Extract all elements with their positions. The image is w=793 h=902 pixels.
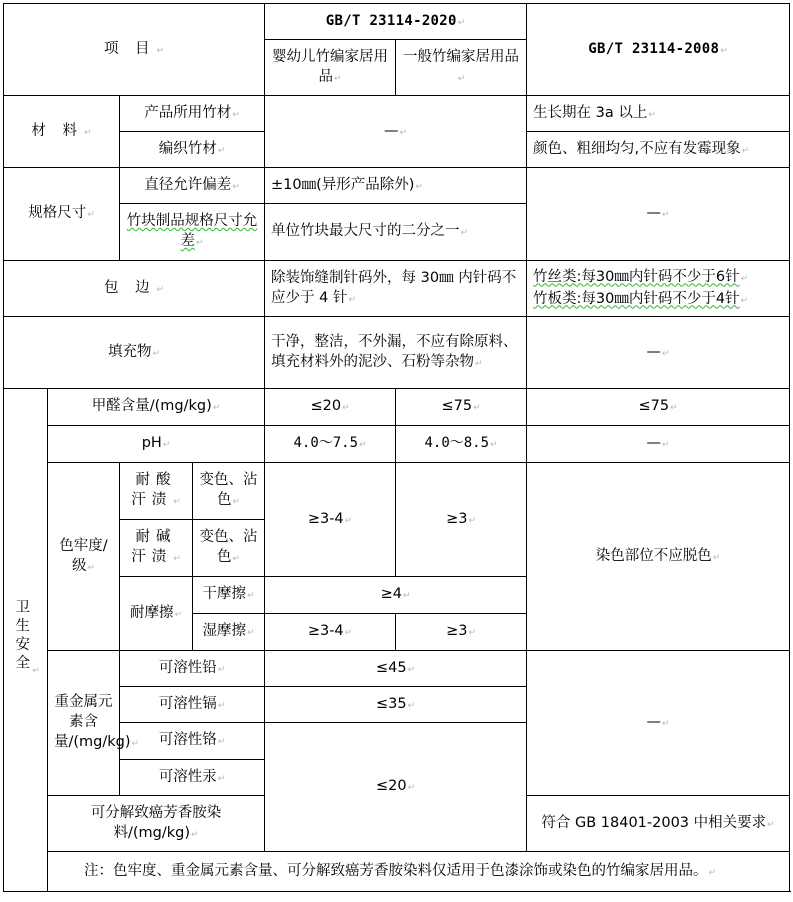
filling-2008: — — [646, 343, 662, 360]
header-infant-cell — [265, 40, 396, 96]
header-2008-cell — [527, 4, 790, 96]
size-2008-cell — [527, 168, 790, 261]
dry-value: ≥4 — [380, 586, 402, 602]
formaldehyde-cell — [48, 389, 265, 426]
perspiration-infant: ≥3-4 — [307, 510, 344, 527]
binding-2008-line2: 竹板类:每30㎜内针码不少于4针 — [533, 290, 740, 307]
header-item-cell — [4, 4, 265, 96]
ph-2008: — — [646, 435, 662, 451]
formaldehyde-2008: ≤75 — [638, 398, 670, 414]
cadmium-cell — [120, 687, 265, 723]
block-2020-cell — [265, 204, 527, 261]
fastness-label: 色牢度/级 — [59, 537, 108, 574]
azo-label: 可分解致癌芳香胺染料/(mg/kg) — [90, 804, 222, 841]
block-cell — [120, 204, 265, 261]
dry-label: 干摩擦 — [202, 586, 246, 602]
binding-2008-cell — [527, 261, 790, 317]
diameter-label: 直径允许偏差 — [144, 176, 232, 193]
product-bamboo-2008-cell — [527, 96, 790, 132]
binding-2020: 除装饰缝制针码外，每 30㎜ 内针码不应少于 4 针 — [271, 269, 517, 306]
alkali-cell — [120, 520, 193, 577]
lead-cell — [120, 651, 265, 687]
perspiration-infant-cell — [265, 463, 396, 577]
note-text: 注：色牢度、重金属元素含量、可分解致癌芳香胺染料仅适用于色漆涂饰或染色的竹编家居用品。 — [84, 862, 708, 879]
material-label-cell — [4, 96, 120, 168]
lead-value-cell — [265, 651, 527, 687]
perspiration-general: ≥3 — [446, 510, 468, 527]
header-infant: 婴幼儿竹编家居用品 — [272, 48, 389, 85]
block-label: 竹块制品规格尺寸允差 — [126, 213, 258, 249]
fastness-label-cell — [48, 463, 120, 651]
dry-cell — [193, 577, 265, 614]
product-bamboo-cell — [120, 96, 265, 132]
chromium-cell — [120, 723, 265, 760]
material-2020-value: — — [384, 122, 399, 139]
block-2020: 单位竹块最大尺寸的二分之一 — [271, 223, 460, 239]
ph-general: 4.0～8.5 — [424, 435, 490, 451]
heavy-metal-label-cell — [48, 651, 131, 796]
azo-2008-cell — [527, 796, 790, 852]
fastness-2008: 染色部位不应脱色 — [595, 547, 712, 564]
cadmium-value: ≤35 — [375, 695, 407, 712]
formaldehyde-2008-cell — [527, 389, 790, 426]
filling-label-cell — [4, 317, 265, 389]
cr-hg-azo-value-cell — [265, 723, 527, 852]
diameter-cell — [120, 168, 265, 204]
formaldehyde-infant: ≤20 — [310, 398, 342, 414]
cadmium-label: 可溶性镉 — [158, 695, 217, 712]
acid-label: 耐酸汗渍 — [131, 472, 177, 508]
filling-2020-cell — [265, 317, 527, 389]
ph-infant: 4.0～7.5 — [293, 435, 359, 451]
requirements-table — [3, 3, 790, 892]
wet-cell — [193, 614, 265, 651]
formaldehyde-general: ≤75 — [441, 398, 473, 414]
formaldehyde-label: 甲醛含量/(mg/kg) — [91, 398, 212, 414]
lead-label: 可溶性铅 — [158, 659, 217, 676]
diameter-2020-cell — [265, 168, 527, 204]
heavy-metal-2008-cell — [527, 651, 790, 796]
ph-label: pH — [141, 435, 162, 451]
ph-infant-cell — [265, 426, 396, 463]
binding-2008-line1: 竹丝类:每30㎜内针码不少于6针 — [533, 268, 740, 285]
azo-2008: 符合 GB 18401-2003 中相关要求 — [541, 814, 767, 831]
dry-value-cell — [265, 577, 527, 614]
alkali-change-cell — [193, 520, 265, 577]
wet-infant: ≥3-4 — [307, 623, 344, 639]
wet-infant-cell — [265, 614, 396, 651]
cadmium-value-cell — [265, 687, 527, 723]
binding-label-cell — [4, 261, 265, 317]
filling-label: 填充物 — [107, 343, 152, 360]
binding-label: 包 边 — [103, 279, 156, 296]
filling-2008-cell — [527, 317, 790, 389]
product-bamboo-label: 产品所用竹材 — [144, 104, 232, 121]
diameter-2020: ±10㎜(异形产品除外) — [271, 176, 415, 193]
ph-general-cell — [396, 426, 527, 463]
binding-2020-cell — [265, 261, 527, 317]
alkali-label: 耐碱汗渍 — [131, 529, 177, 565]
standard-comparison-table — [3, 3, 790, 892]
weave-bamboo-cell — [120, 132, 265, 168]
weave-bamboo-2008: 颜色、粗细均匀,不应有发霉现象 — [533, 140, 741, 157]
rubbing-label: 耐摩擦 — [129, 604, 174, 621]
ph-cell — [48, 426, 265, 463]
safety-label-cell — [4, 389, 48, 892]
header-general-cell — [396, 40, 527, 96]
size-label-cell — [4, 168, 120, 261]
formaldehyde-general-cell — [396, 389, 527, 426]
weave-bamboo-label: 编织竹材 — [158, 140, 217, 157]
header-general: 一般竹编家居用品 — [403, 48, 520, 65]
header-2020-cell — [265, 4, 527, 40]
rubbing-cell — [120, 577, 193, 651]
note-cell — [48, 852, 790, 892]
fastness-2008-cell — [527, 463, 790, 651]
acid-change-cell — [193, 463, 265, 520]
acid-change-label: 变色、沾色 — [199, 472, 258, 508]
ph-2008-cell — [527, 426, 790, 463]
wet-general: ≥3 — [446, 623, 468, 639]
size-label: 规格尺寸 — [28, 205, 87, 221]
material-label: 材 料 — [31, 122, 84, 139]
wet-general-cell — [396, 614, 527, 651]
lead-value: ≤45 — [375, 659, 407, 676]
formaldehyde-infant-cell — [265, 389, 396, 426]
perspiration-general-cell — [396, 463, 527, 577]
mercury-cell — [120, 760, 265, 796]
alkali-change-label: 变色、沾色 — [199, 529, 258, 565]
mercury-label: 可溶性汞 — [158, 768, 217, 785]
filling-2020: 干净，整洁，不外漏，不应有除原料、填充材料外的泥沙、石粉等杂物 — [271, 333, 518, 370]
cr-hg-value: ≤20 — [375, 778, 407, 794]
azo-cell — [48, 796, 265, 852]
safety-label: 卫生安全 — [13, 599, 30, 673]
heavy-metal-label: 重金属元素含量/(mg/kg) — [54, 694, 131, 750]
wet-label: 湿摩擦 — [202, 623, 246, 639]
header-item: 项 目 — [103, 40, 156, 57]
header-std-2020: GB/T 23114-2020 — [325, 12, 457, 29]
material-2020-cell — [265, 96, 527, 168]
acid-cell — [120, 463, 193, 520]
product-bamboo-2008: 生长期在 3a 以上 — [533, 104, 648, 121]
weave-bamboo-2008-cell — [527, 132, 790, 168]
heavy-metal-2008: — — [646, 714, 662, 730]
chromium-label: 可溶性铬 — [158, 732, 217, 748]
header-std-2008: GB/T 23114-2008 — [588, 40, 720, 57]
size-2008: — — [646, 205, 662, 221]
